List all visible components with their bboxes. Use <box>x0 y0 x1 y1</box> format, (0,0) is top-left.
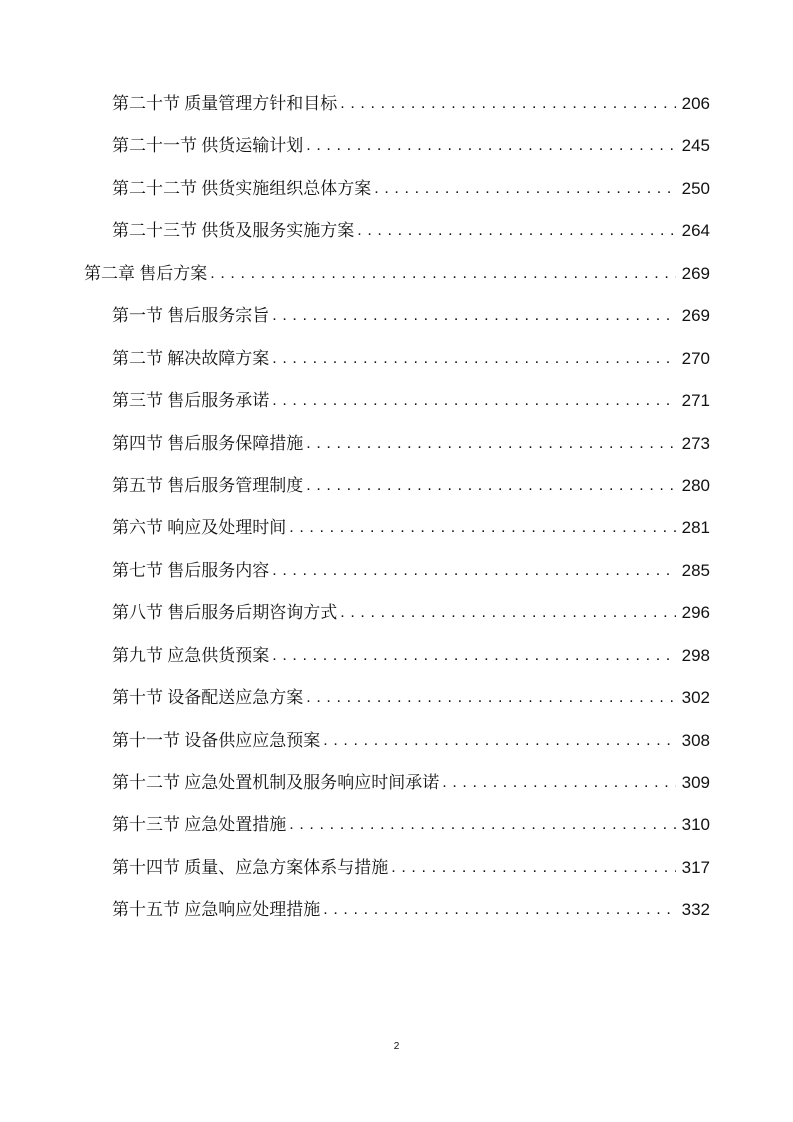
toc-section-entry[interactable] <box>112 762 710 804</box>
toc-section-entry[interactable] <box>112 423 710 465</box>
toc-section-entry[interactable] <box>112 168 710 210</box>
toc-entry-title: 第八节 售后服务后期咨询方式 <box>112 603 338 623</box>
toc-entry-title: 第十二节 应急处置机制及服务响应时间承诺 <box>112 773 440 792</box>
toc-entry-title: 第二十一节 供货运输计划 <box>112 136 304 156</box>
page-number: 2 <box>393 1041 400 1052</box>
toc-section-entry[interactable] <box>112 380 710 422</box>
toc-entry-page: 245 <box>681 136 710 156</box>
toc-entry-page: 296 <box>681 603 710 623</box>
toc-entry-title: 第二节 解决故障方案 <box>112 348 270 368</box>
toc-entry-title: 第二十节 质量管理方针和目标 <box>112 94 338 113</box>
toc-entry-title: 第一节 售后服务宗旨 <box>112 306 270 326</box>
toc-entry-title: 第二十二节 供货实施组织总体方案 <box>112 178 372 198</box>
toc-section-entry[interactable] <box>112 210 710 252</box>
toc-entry-page: 281 <box>681 518 710 538</box>
dot-leader <box>306 423 675 465</box>
dot-leader <box>357 210 675 252</box>
dot-leader <box>272 380 675 422</box>
toc-entry-title: 第十三节 应急处置措施 <box>112 815 287 835</box>
dot-leader <box>289 804 675 846</box>
dot-leader <box>323 889 675 931</box>
toc-entry-page: 269 <box>681 263 710 283</box>
dot-leader <box>272 338 675 380</box>
dot-leader <box>306 125 675 167</box>
toc-entry-page: 285 <box>681 560 710 580</box>
toc-section-entry[interactable] <box>112 125 710 167</box>
dot-leader <box>306 677 675 719</box>
dot-leader <box>391 847 675 889</box>
toc-entry-page: 332 <box>681 900 710 920</box>
dot-leader <box>323 720 675 762</box>
toc-section-entry[interactable] <box>112 550 710 592</box>
dot-leader <box>340 83 675 125</box>
toc-entry-title: 第三节 售后服务承诺 <box>112 391 270 411</box>
toc-section-entry[interactable] <box>112 677 710 719</box>
toc-entry-page: 317 <box>681 857 710 877</box>
dot-leader <box>306 465 675 507</box>
toc-entry-title: 第六节 响应及处理时间 <box>112 518 287 538</box>
toc-section-entry[interactable] <box>112 635 710 677</box>
toc-chapter-entry[interactable] <box>84 253 710 295</box>
toc-entry-title: 第二十三节 供货及服务实施方案 <box>112 221 355 241</box>
toc-entry-page: 302 <box>681 688 710 708</box>
toc-section-entry[interactable] <box>112 592 710 634</box>
toc-section-entry[interactable] <box>112 507 710 549</box>
toc-entry-title: 第四节 售后服务保障措施 <box>112 433 304 453</box>
toc-entry-page: 264 <box>681 221 710 241</box>
toc-section-entry[interactable] <box>112 295 710 337</box>
toc-entry-title: 第五节 售后服务管理制度 <box>112 475 304 495</box>
toc-entry-title: 第十一节 设备供应应急预案 <box>112 730 321 750</box>
toc-entry-page: 273 <box>681 433 710 453</box>
dot-leader <box>272 550 675 592</box>
toc-section-entry[interactable] <box>112 83 710 125</box>
toc-entry-title: 第九节 应急供货预案 <box>112 645 270 665</box>
toc-section-entry[interactable] <box>112 889 710 931</box>
dot-leader <box>442 762 675 804</box>
toc-entry-page: 271 <box>681 391 710 411</box>
toc-section-entry[interactable] <box>112 465 710 507</box>
dot-leader <box>340 592 675 634</box>
dot-leader <box>272 295 675 337</box>
toc-entry-page: 298 <box>681 645 710 665</box>
dot-leader <box>374 168 675 210</box>
toc-section-entry[interactable] <box>112 720 710 762</box>
toc-entry-title: 第二章 售后方案 <box>84 263 208 283</box>
toc-entry-page: 280 <box>681 475 710 495</box>
toc-entry-page: 250 <box>681 178 710 198</box>
toc-entry-page: 269 <box>681 306 710 326</box>
toc-entry-title: 第七节 售后服务内容 <box>112 560 270 580</box>
toc-section-entry[interactable] <box>112 338 710 380</box>
toc-section-entry[interactable] <box>112 804 710 846</box>
toc-entry-page: 310 <box>681 815 710 835</box>
dot-leader <box>210 253 675 295</box>
toc-entry-title: 第十五节 应急响应处理措施 <box>112 900 321 920</box>
toc-entry-title: 第十四节 质量、应急方案体系与措施 <box>112 857 389 877</box>
toc-entry-page: 309 <box>681 773 710 792</box>
dot-leader <box>272 635 675 677</box>
table-of-contents <box>0 83 793 932</box>
dot-leader <box>289 507 675 549</box>
toc-entry-page: 308 <box>681 730 710 750</box>
toc-section-entry[interactable] <box>112 847 710 889</box>
toc-entry-page: 206 <box>681 94 710 113</box>
toc-entry-title: 第十节 设备配送应急方案 <box>112 688 304 708</box>
toc-entry-page: 270 <box>681 348 710 368</box>
